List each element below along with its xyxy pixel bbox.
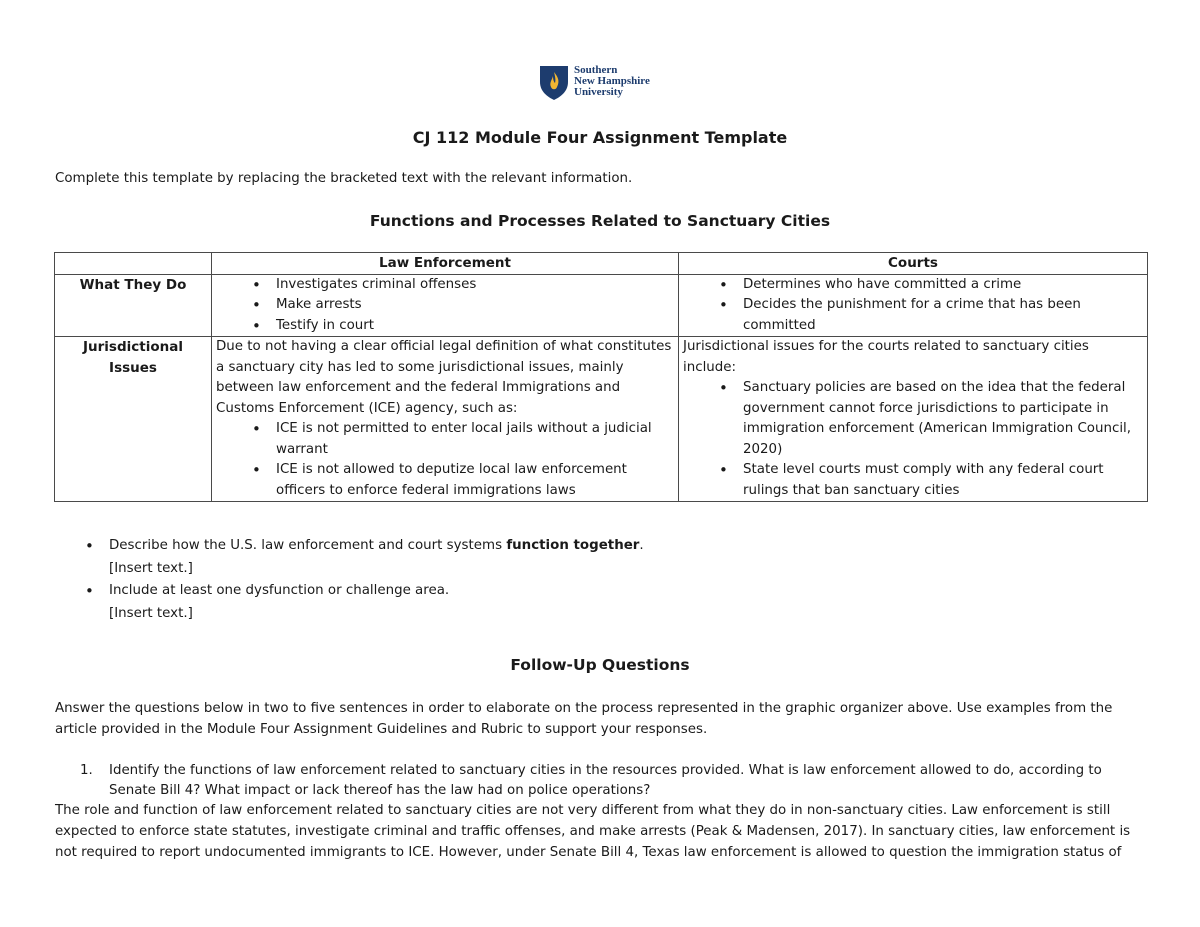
table-header-law-enforcement: Law Enforcement xyxy=(212,253,679,275)
list-item xyxy=(109,580,644,625)
document-title: CJ 112 Module Four Assignment Template xyxy=(412,128,788,147)
cell-intro-text: Due to not having a clear official legal definition of what constitutes a sanctuary city has led to some jurisdictional issues, mainly between law enforcement and the federal Immigrations and Customs Enforcement (ICE) agency, such as: xyxy=(216,339,672,416)
task-text-end: . xyxy=(639,538,644,553)
insert-text-placeholder: [Insert text.] xyxy=(109,605,193,621)
list-item: • ICE is not allowed to deputize local law enforcement officers to enforce federal immigrations laws xyxy=(276,460,674,501)
logo-line: New Hampshire xyxy=(574,75,650,87)
answer-1: The role and function of law enforcement related to sanctuary cities are not very different from what they do in non-sanctuary cities. Law enforcement is still expected to enforce state statutes, investigate criminal and traffic offenses, and make arrests (Peak & Madensen, 2017). In sanctuary cities, law enforcement is not required to report undocumented immigrants to ICE. However, under Senate Bill 4, Texas law enforcement is allowed to question the immigration status of xyxy=(55,803,1131,860)
functions-table xyxy=(54,252,1148,502)
cell-courts-functions xyxy=(679,274,1148,337)
list-item: • State level courts must comply with any federal court rulings that ban sanctuary cities xyxy=(743,460,1143,501)
bullet-list xyxy=(683,275,1143,337)
table-row xyxy=(55,274,1148,337)
bullet-list xyxy=(216,275,674,337)
list-item: • Sanctuary policies are based on the idea that the federal government cannot force jurisdictions to participate in immigration enforcement (American Immigration Council, 2020) xyxy=(743,378,1143,460)
list-item: • Investigates criminal offenses xyxy=(276,275,674,296)
list-item: • Testify in court xyxy=(276,316,674,337)
snhu-logo xyxy=(539,65,650,101)
logo-line: Southern xyxy=(574,64,618,76)
section-title-functions: Functions and Processes Related to Sanctuary Cities xyxy=(369,212,831,230)
list-item xyxy=(109,535,644,580)
table-row xyxy=(55,337,1148,502)
cell-courts-jurisdiction xyxy=(679,337,1148,502)
row-label-jurisdictional-issues: Jurisdictional Issues xyxy=(55,337,212,502)
table-header-blank xyxy=(55,253,212,275)
cell-law-enforcement-functions xyxy=(212,274,679,337)
bullet-list xyxy=(216,419,674,501)
table-header-courts: Courts xyxy=(679,253,1148,275)
cell-law-enforcement-jurisdiction xyxy=(212,337,679,502)
task-list xyxy=(109,535,644,625)
section-title-follow-up: Follow-Up Questions xyxy=(510,656,690,674)
logo-line: University xyxy=(574,86,623,98)
question-number: 1. xyxy=(80,763,93,778)
task-text: Include at least one dysfunction or challenge area. xyxy=(109,583,450,598)
bullet-list xyxy=(683,378,1143,501)
list-item: • Make arrests xyxy=(276,295,674,316)
row-label-what-they-do: What They Do xyxy=(55,274,212,337)
list-item: • Decides the punishment for a crime that has been committed xyxy=(743,295,1143,336)
template-instruction: Complete this template by replacing the bracketed text with the relevant information. xyxy=(55,171,633,186)
insert-text-placeholder: [Insert text.] xyxy=(109,560,193,576)
table-header-row xyxy=(55,253,1148,275)
question-1 xyxy=(80,761,1130,801)
shield-flame-icon xyxy=(539,65,569,101)
logo-wordmark xyxy=(574,65,650,98)
list-item: • Determines who have committed a crime xyxy=(743,275,1143,296)
question-text: Identify the functions of law enforcement related to sanctuary cities in the resources provided. What is law enforcement allowed to do, according to Senate Bill 4? What impact or lack thereof has the law had on police operations? xyxy=(109,763,1102,798)
list-item: • ICE is not permitted to enter local jails without a judicial warrant xyxy=(276,419,674,460)
cell-intro-text: Jurisdictional issues for the courts related to sanctuary cities include: xyxy=(683,339,1089,375)
task-emphasis: function together xyxy=(506,538,640,553)
follow-up-intro: Answer the questions below in two to five sentences in order to elaborate on the process represented in the graphic organizer above. Use examples from the article provided in the Module Four Assignment Guidelines and Rubric to support your responses. xyxy=(55,701,1113,737)
task-text: Describe how the U.S. law enforcement and court systems xyxy=(109,538,507,553)
